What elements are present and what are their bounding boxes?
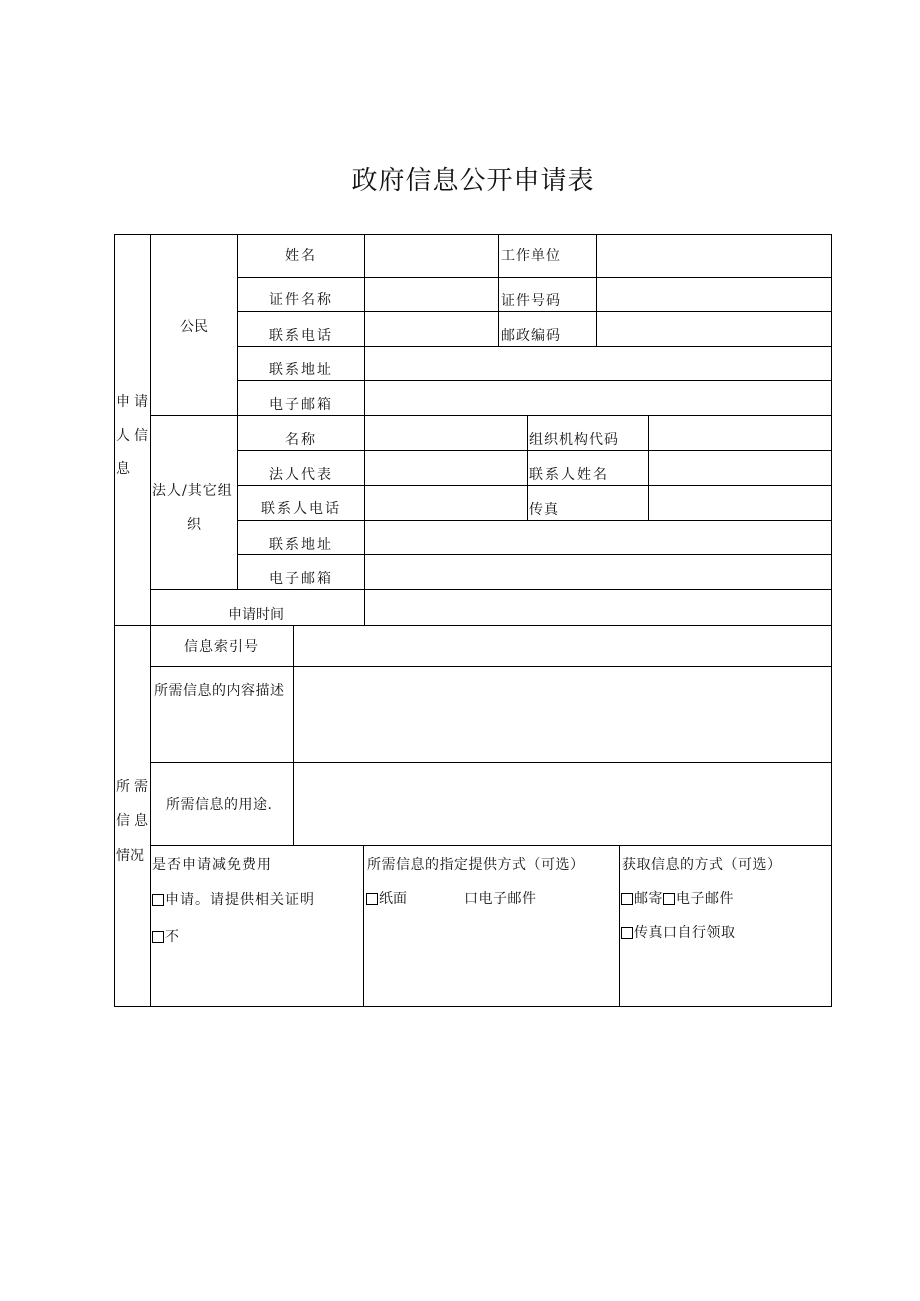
section-label-char: 情况 <box>116 848 144 864</box>
org-contact-phone-label: 联系人电话 <box>261 501 341 517</box>
info-index-field[interactable] <box>295 627 830 665</box>
section-label-char: 申 <box>116 394 130 410</box>
org-contact-name-field[interactable] <box>650 452 830 484</box>
receive-mail-email-option[interactable] <box>621 890 734 908</box>
fee-waiver-heading: 是否申请减免费用 <box>152 857 272 873</box>
citizen-address-label: 联系地址 <box>269 362 333 378</box>
citizen-name-field[interactable] <box>366 236 497 276</box>
checkbox-icon[interactable] <box>366 893 378 905</box>
organization-label-line2: 织 <box>187 517 201 533</box>
delivery-paper-option[interactable] <box>366 890 407 908</box>
checkbox-icon[interactable] <box>621 893 633 905</box>
section-label-char: 所 <box>116 779 130 795</box>
apply-time-field[interactable] <box>366 591 830 624</box>
section-label-char: 人 <box>116 428 130 444</box>
fee-no-text: 不 <box>165 929 179 945</box>
citizen-postcode-field[interactable] <box>598 313 830 345</box>
citizen-employer-label: 工作单位 <box>501 248 561 264</box>
citizen-name-label: 姓名 <box>285 248 317 264</box>
section-label-char: 息 <box>134 813 148 829</box>
delivery-format-heading: 所需信息的指定提供方式（可选） <box>367 857 585 873</box>
purpose-label: 所需信息的用途. <box>166 797 273 813</box>
fee-no-option[interactable] <box>152 928 179 946</box>
org-code-field[interactable] <box>650 417 830 449</box>
purpose-field[interactable] <box>295 764 830 844</box>
section-label-char: 请 <box>134 394 148 410</box>
receive-fax-self-text: 传真口自行领取 <box>634 925 736 941</box>
section-label-char: 信 <box>116 813 130 829</box>
organization-label: 法人/其它组 <box>152 483 233 499</box>
citizen-id-number-field[interactable] <box>598 279 830 310</box>
citizen-id-number-label: 证件号码 <box>501 293 561 309</box>
checkbox-icon[interactable] <box>663 893 675 905</box>
citizen-id-type-label: 证件名称 <box>269 292 333 308</box>
citizen-postcode-label: 邮政编码 <box>501 328 561 344</box>
org-code-label: 组织机构代码 <box>529 432 619 448</box>
citizen-email-label: 电子邮箱 <box>269 397 333 413</box>
section-label-char: 息 <box>116 461 130 477</box>
org-contact-phone-field[interactable] <box>366 487 526 519</box>
content-desc-label: 所需信息的内容描述 <box>154 683 285 699</box>
content-desc-field[interactable] <box>295 668 830 761</box>
citizen-id-type-field[interactable] <box>366 279 497 310</box>
org-legal-rep-field[interactable] <box>366 452 526 484</box>
receive-fax-self-option[interactable] <box>621 924 736 942</box>
delivery-paper-text: 纸面 <box>379 891 407 907</box>
receive-method-heading: 获取信息的方式（可选） <box>622 857 782 873</box>
info-index-label: 信息索引号 <box>184 639 259 655</box>
fee-apply-option[interactable] <box>152 891 315 909</box>
checkbox-icon[interactable] <box>152 931 164 943</box>
apply-time-label: 申请时间 <box>228 607 284 623</box>
delivery-email-option[interactable]: 口电子邮件 <box>464 891 537 907</box>
citizen-phone-label: 联系电话 <box>269 328 333 344</box>
page-title: 政府信息公开申请表 <box>351 166 595 196</box>
fee-apply-text: 申请。请提供相关证明 <box>165 892 315 908</box>
citizen-phone-field[interactable] <box>366 313 497 345</box>
checkbox-icon[interactable] <box>152 894 164 906</box>
receive-mail-text: 邮寄 <box>634 891 663 907</box>
org-name-label: 名称 <box>285 432 317 448</box>
org-address-field[interactable] <box>366 522 830 553</box>
org-contact-name-label: 联系人姓名 <box>529 467 609 483</box>
citizen-address-field[interactable] <box>366 348 830 379</box>
citizen-label: 公民 <box>180 319 208 335</box>
receive-email-text: 电子邮件 <box>676 891 734 907</box>
org-legal-rep-label: 法人代表 <box>269 467 333 483</box>
org-address-label: 联系地址 <box>269 537 333 553</box>
checkbox-icon[interactable] <box>621 927 633 939</box>
section-label-char: 需 <box>134 779 148 795</box>
org-fax-field[interactable] <box>650 487 830 519</box>
section-label-char: 信 <box>134 428 148 444</box>
org-email-label: 电子邮箱 <box>269 571 333 587</box>
org-email-field[interactable] <box>366 556 830 588</box>
org-name-field[interactable] <box>366 417 526 449</box>
citizen-email-field[interactable] <box>366 382 830 414</box>
citizen-employer-field[interactable] <box>598 236 830 276</box>
org-fax-label: 传真 <box>529 502 559 518</box>
